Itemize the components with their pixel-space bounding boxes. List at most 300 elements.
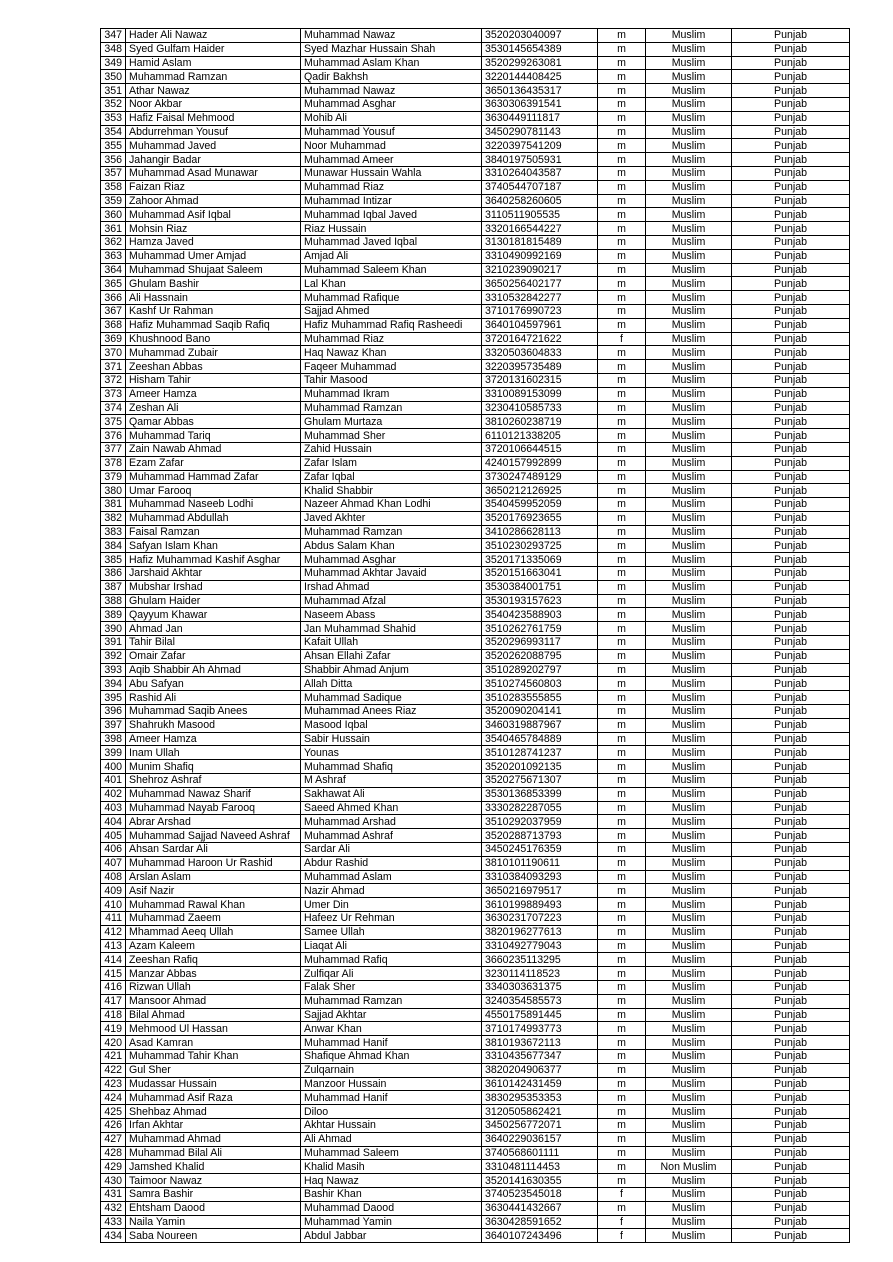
province-cell: Punjab <box>732 456 850 470</box>
name-cell: Zeeshan Rafiq <box>126 953 301 967</box>
religion-cell: Muslim <box>646 125 732 139</box>
table-row <box>101 429 850 443</box>
gender-cell: m <box>598 97 646 111</box>
father-name-cell: Zahid Hussain <box>301 442 482 456</box>
father-name-cell: Muhammad Sadique <box>301 691 482 705</box>
gender-cell: m <box>598 70 646 84</box>
cnic-cell: 3740523545018 <box>482 1187 598 1201</box>
province-cell: Punjab <box>732 56 850 70</box>
province-cell: Punjab <box>732 222 850 236</box>
gender-cell: m <box>598 760 646 774</box>
gender-cell: m <box>598 153 646 167</box>
cnic-cell: 3530145654389 <box>482 42 598 56</box>
gender-cell: m <box>598 567 646 581</box>
serial-number-cell: 372 <box>101 373 126 387</box>
father-name-cell: Riaz Hussain <box>301 222 482 236</box>
table-row <box>101 1201 850 1215</box>
name-cell: Ameer Hamza <box>126 387 301 401</box>
province-cell: Punjab <box>732 939 850 953</box>
table-row <box>101 994 850 1008</box>
table-row <box>101 856 850 870</box>
table-row <box>101 1118 850 1132</box>
name-cell: Muhammad Haroon Ur Rashid <box>126 856 301 870</box>
serial-number-cell: 432 <box>101 1201 126 1215</box>
name-cell: Qayyum Khawar <box>126 608 301 622</box>
cnic-cell: 3310532842277 <box>482 291 598 305</box>
province-cell: Punjab <box>732 787 850 801</box>
serial-number-cell: 373 <box>101 387 126 401</box>
cnic-cell: 3530136853399 <box>482 787 598 801</box>
table-row <box>101 829 850 843</box>
father-name-cell: Sabir Hussain <box>301 732 482 746</box>
father-name-cell: Zulqarnain <box>301 1063 482 1077</box>
name-cell: Muhammad Hammad Zafar <box>126 470 301 484</box>
father-name-cell: Shafique Ahmad Khan <box>301 1049 482 1063</box>
father-name-cell: Manzoor Hussain <box>301 1077 482 1091</box>
serial-number-cell: 352 <box>101 97 126 111</box>
religion-cell: Muslim <box>646 1036 732 1050</box>
serial-number-cell: 384 <box>101 539 126 553</box>
religion-cell: Muslim <box>646 111 732 125</box>
gender-cell: m <box>598 774 646 788</box>
serial-number-cell: 398 <box>101 732 126 746</box>
cnic-cell: 3310481114453 <box>482 1160 598 1174</box>
father-name-cell: Muhammad Nawaz <box>301 29 482 43</box>
serial-number-cell: 399 <box>101 746 126 760</box>
serial-number-cell: 408 <box>101 870 126 884</box>
serial-number-cell: 421 <box>101 1049 126 1063</box>
table-row <box>101 249 850 263</box>
serial-number-cell: 430 <box>101 1174 126 1188</box>
cnic-cell: 3450245176359 <box>482 843 598 857</box>
father-name-cell: Sardar Ali <box>301 843 482 857</box>
table-row <box>101 705 850 719</box>
religion-cell: Muslim <box>646 304 732 318</box>
gender-cell: m <box>598 263 646 277</box>
cnic-cell: 3310264043587 <box>482 166 598 180</box>
cnic-cell: 3520151663041 <box>482 567 598 581</box>
name-cell: Faizan Riaz <box>126 180 301 194</box>
table-row <box>101 415 850 429</box>
serial-number-cell: 409 <box>101 884 126 898</box>
name-cell: Arslan Aslam <box>126 870 301 884</box>
name-cell: Gul Sher <box>126 1063 301 1077</box>
gender-cell: m <box>598 222 646 236</box>
name-cell: Hader Ali Nawaz <box>126 29 301 43</box>
province-cell: Punjab <box>732 649 850 663</box>
table-row <box>101 263 850 277</box>
table-row <box>101 1036 850 1050</box>
name-cell: Zahoor Ahmad <box>126 194 301 208</box>
religion-cell: Muslim <box>646 249 732 263</box>
father-name-cell: Muhammad Riaz <box>301 332 482 346</box>
father-name-cell: Muhammad Sher <box>301 429 482 443</box>
table-row <box>101 332 850 346</box>
father-name-cell: Muhammad Yamin <box>301 1215 482 1229</box>
religion-cell: Muslim <box>646 442 732 456</box>
serial-number-cell: 354 <box>101 125 126 139</box>
table-row <box>101 498 850 512</box>
father-name-cell: Muhammad Afzal <box>301 594 482 608</box>
serial-number-cell: 348 <box>101 42 126 56</box>
serial-number-cell: 425 <box>101 1105 126 1119</box>
table-row <box>101 787 850 801</box>
gender-cell: m <box>598 912 646 926</box>
cnic-cell: 3720106644515 <box>482 442 598 456</box>
serial-number-cell: 422 <box>101 1063 126 1077</box>
name-cell: Kashf Ur Rahman <box>126 304 301 318</box>
serial-number-cell: 406 <box>101 843 126 857</box>
serial-number-cell: 392 <box>101 649 126 663</box>
table-row <box>101 898 850 912</box>
serial-number-cell: 356 <box>101 153 126 167</box>
religion-cell: Muslim <box>646 277 732 291</box>
serial-number-cell: 375 <box>101 415 126 429</box>
province-cell: Punjab <box>732 332 850 346</box>
table-row <box>101 594 850 608</box>
father-name-cell: Sakhawat Ali <box>301 787 482 801</box>
serial-number-cell: 401 <box>101 774 126 788</box>
province-cell: Punjab <box>732 856 850 870</box>
serial-number-cell: 431 <box>101 1187 126 1201</box>
name-cell: Hafiz Muhammad Kashif Asghar <box>126 553 301 567</box>
gender-cell: f <box>598 1229 646 1243</box>
religion-cell: Non Muslim <box>646 1160 732 1174</box>
table-row <box>101 1063 850 1077</box>
religion-cell: Muslim <box>646 608 732 622</box>
gender-cell: m <box>598 787 646 801</box>
serial-number-cell: 380 <box>101 484 126 498</box>
cnic-cell: 3520176923655 <box>482 511 598 525</box>
father-name-cell: Syed Mazhar Hussain Shah <box>301 42 482 56</box>
cnic-cell: 3130181815489 <box>482 235 598 249</box>
table-row <box>101 1049 850 1063</box>
table-row <box>101 153 850 167</box>
cnic-cell: 3240354585573 <box>482 994 598 1008</box>
cnic-cell: 3630428591652 <box>482 1215 598 1229</box>
gender-cell: m <box>598 1174 646 1188</box>
cnic-cell: 3220397541209 <box>482 139 598 153</box>
gender-cell: m <box>598 56 646 70</box>
gender-cell: m <box>598 470 646 484</box>
serial-number-cell: 369 <box>101 332 126 346</box>
serial-number-cell: 347 <box>101 29 126 43</box>
cnic-cell: 3320503604833 <box>482 346 598 360</box>
cnic-cell: 3710176990723 <box>482 304 598 318</box>
gender-cell: m <box>598 594 646 608</box>
religion-cell: Muslim <box>646 332 732 346</box>
table-row <box>101 29 850 43</box>
religion-cell: Muslim <box>646 291 732 305</box>
gender-cell: m <box>598 1063 646 1077</box>
serial-number-cell: 414 <box>101 953 126 967</box>
province-cell: Punjab <box>732 1091 850 1105</box>
gender-cell: m <box>598 1201 646 1215</box>
gender-cell: m <box>598 870 646 884</box>
name-cell: Muhammad Javed <box>126 139 301 153</box>
name-cell: Qamar Abbas <box>126 415 301 429</box>
table-row <box>101 346 850 360</box>
province-cell: Punjab <box>732 1105 850 1119</box>
roster-table-body <box>101 29 850 1243</box>
father-name-cell: Nazir Ahmad <box>301 884 482 898</box>
father-name-cell: Ali Ahmad <box>301 1132 482 1146</box>
cnic-cell: 3630306391541 <box>482 97 598 111</box>
cnic-cell: 3460319887967 <box>482 718 598 732</box>
table-row <box>101 580 850 594</box>
father-name-cell: Muhammad Rafique <box>301 291 482 305</box>
gender-cell: m <box>598 539 646 553</box>
name-cell: Muhammad Tahir Khan <box>126 1049 301 1063</box>
table-row <box>101 277 850 291</box>
religion-cell: Muslim <box>646 429 732 443</box>
cnic-cell: 3740568601111 <box>482 1146 598 1160</box>
religion-cell: Muslim <box>646 194 732 208</box>
province-cell: Punjab <box>732 525 850 539</box>
gender-cell: f <box>598 332 646 346</box>
serial-number-cell: 367 <box>101 304 126 318</box>
father-name-cell: Shabbir Ahmad Anjum <box>301 663 482 677</box>
religion-cell: Muslim <box>646 939 732 953</box>
gender-cell: m <box>598 429 646 443</box>
province-cell: Punjab <box>732 1022 850 1036</box>
cnic-cell: 3340303631375 <box>482 980 598 994</box>
table-row <box>101 636 850 650</box>
cnic-cell: 3660235113295 <box>482 953 598 967</box>
religion-cell: Muslim <box>646 84 732 98</box>
gender-cell: m <box>598 166 646 180</box>
religion-cell: Muslim <box>646 56 732 70</box>
province-cell: Punjab <box>732 208 850 222</box>
serial-number-cell: 418 <box>101 1008 126 1022</box>
name-cell: Saba Noureen <box>126 1229 301 1243</box>
province-cell: Punjab <box>732 801 850 815</box>
cnic-cell: 4240157992899 <box>482 456 598 470</box>
father-name-cell: Muhammad Ramzan <box>301 401 482 415</box>
table-row <box>101 677 850 691</box>
province-cell: Punjab <box>732 1187 850 1201</box>
religion-cell: Muslim <box>646 567 732 581</box>
father-name-cell: Muhammad Iqbal Javed <box>301 208 482 222</box>
province-cell: Punjab <box>732 346 850 360</box>
name-cell: Noor Akbar <box>126 97 301 111</box>
name-cell: Munim Shafiq <box>126 760 301 774</box>
religion-cell: Muslim <box>646 732 732 746</box>
gender-cell: m <box>598 180 646 194</box>
religion-cell: Muslim <box>646 208 732 222</box>
province-cell: Punjab <box>732 429 850 443</box>
father-name-cell: Muhammad Asghar <box>301 553 482 567</box>
gender-cell: m <box>598 1049 646 1063</box>
cnic-cell: 3540459952059 <box>482 498 598 512</box>
province-cell: Punjab <box>732 84 850 98</box>
father-name-cell: Sajjad Akhtar <box>301 1008 482 1022</box>
serial-number-cell: 427 <box>101 1132 126 1146</box>
cnic-cell: 3610199889493 <box>482 898 598 912</box>
religion-cell: Muslim <box>646 498 732 512</box>
cnic-cell: 3520203040097 <box>482 29 598 43</box>
table-row <box>101 1105 850 1119</box>
name-cell: Hisham Tahir <box>126 373 301 387</box>
serial-number-cell: 376 <box>101 429 126 443</box>
religion-cell: Muslim <box>646 153 732 167</box>
cnic-cell: 3810193672113 <box>482 1036 598 1050</box>
table-row <box>101 70 850 84</box>
table-row <box>101 84 850 98</box>
religion-cell: Muslim <box>646 318 732 332</box>
table-row <box>101 539 850 553</box>
province-cell: Punjab <box>732 705 850 719</box>
name-cell: Rizwan Ullah <box>126 980 301 994</box>
name-cell: Jahangir Badar <box>126 153 301 167</box>
serial-number-cell: 402 <box>101 787 126 801</box>
serial-number-cell: 350 <box>101 70 126 84</box>
table-row <box>101 622 850 636</box>
province-cell: Punjab <box>732 70 850 84</box>
gender-cell: m <box>598 139 646 153</box>
province-cell: Punjab <box>732 470 850 484</box>
table-row <box>101 208 850 222</box>
father-name-cell: Lal Khan <box>301 277 482 291</box>
gender-cell: m <box>598 1036 646 1050</box>
province-cell: Punjab <box>732 484 850 498</box>
table-row <box>101 1215 850 1229</box>
gender-cell: m <box>598 415 646 429</box>
table-row <box>101 912 850 926</box>
cnic-cell: 3510292037959 <box>482 815 598 829</box>
gender-cell: f <box>598 1187 646 1201</box>
name-cell: Hamid Aslam <box>126 56 301 70</box>
province-cell: Punjab <box>732 415 850 429</box>
cnic-cell: 3520296993117 <box>482 636 598 650</box>
table-row <box>101 1187 850 1201</box>
father-name-cell: Diloo <box>301 1105 482 1119</box>
cnic-cell: 3510230293725 <box>482 539 598 553</box>
father-name-cell: Samee Ullah <box>301 925 482 939</box>
province-cell: Punjab <box>732 1146 850 1160</box>
father-name-cell: Muhammad Saleem <box>301 1146 482 1160</box>
religion-cell: Muslim <box>646 622 732 636</box>
table-row <box>101 1077 850 1091</box>
gender-cell: m <box>598 442 646 456</box>
cnic-cell: 3530193157623 <box>482 594 598 608</box>
table-row <box>101 304 850 318</box>
gender-cell: f <box>598 1215 646 1229</box>
serial-number-cell: 385 <box>101 553 126 567</box>
name-cell: Umar Farooq <box>126 484 301 498</box>
gender-cell: m <box>598 649 646 663</box>
father-name-cell: Muhammad Intizar <box>301 194 482 208</box>
father-name-cell: Sajjad Ahmed <box>301 304 482 318</box>
cnic-cell: 3720131602315 <box>482 373 598 387</box>
gender-cell: m <box>598 953 646 967</box>
gender-cell: m <box>598 84 646 98</box>
father-name-cell: Munawar Hussain Wahla <box>301 166 482 180</box>
province-cell: Punjab <box>732 401 850 415</box>
serial-number-cell: 353 <box>101 111 126 125</box>
serial-number-cell: 419 <box>101 1022 126 1036</box>
religion-cell: Muslim <box>646 691 732 705</box>
father-name-cell: Tahir Masood <box>301 373 482 387</box>
gender-cell: m <box>598 511 646 525</box>
name-cell: Muhammad Zaeem <box>126 912 301 926</box>
father-name-cell: Javed Akhter <box>301 511 482 525</box>
religion-cell: Muslim <box>646 580 732 594</box>
religion-cell: Muslim <box>646 97 732 111</box>
serial-number-cell: 374 <box>101 401 126 415</box>
religion-cell: Muslim <box>646 525 732 539</box>
serial-number-cell: 397 <box>101 718 126 732</box>
religion-cell: Muslim <box>646 511 732 525</box>
religion-cell: Muslim <box>646 1132 732 1146</box>
cnic-cell: 3740544707187 <box>482 180 598 194</box>
serial-number-cell: 368 <box>101 318 126 332</box>
cnic-cell: 3630231707223 <box>482 912 598 926</box>
province-cell: Punjab <box>732 870 850 884</box>
table-row <box>101 843 850 857</box>
father-name-cell: Muhammad Shafiq <box>301 760 482 774</box>
religion-cell: Muslim <box>646 484 732 498</box>
father-name-cell: Jan Muhammad Shahid <box>301 622 482 636</box>
religion-cell: Muslim <box>646 1229 732 1243</box>
father-name-cell: Qadir Bakhsh <box>301 70 482 84</box>
gender-cell: m <box>598 718 646 732</box>
name-cell: Muhammad Tariq <box>126 429 301 443</box>
gender-cell: m <box>598 980 646 994</box>
cnic-cell: 3820204906377 <box>482 1063 598 1077</box>
cnic-cell: 3630449111817 <box>482 111 598 125</box>
gender-cell: m <box>598 994 646 1008</box>
religion-cell: Muslim <box>646 953 732 967</box>
province-cell: Punjab <box>732 1063 850 1077</box>
serial-number-cell: 383 <box>101 525 126 539</box>
gender-cell: m <box>598 125 646 139</box>
religion-cell: Muslim <box>646 360 732 374</box>
cnic-cell: 3230410585733 <box>482 401 598 415</box>
cnic-cell: 3640104597961 <box>482 318 598 332</box>
province-cell: Punjab <box>732 925 850 939</box>
gender-cell: m <box>598 636 646 650</box>
father-name-cell: Muhammad Ameer <box>301 153 482 167</box>
gender-cell: m <box>598 939 646 953</box>
father-name-cell: Bashir Khan <box>301 1187 482 1201</box>
gender-cell: m <box>598 525 646 539</box>
cnic-cell: 3310089153099 <box>482 387 598 401</box>
name-cell: Muhammad Naseeb Lodhi <box>126 498 301 512</box>
father-name-cell: Muhammad Hanif <box>301 1091 482 1105</box>
table-row <box>101 967 850 981</box>
serial-number-cell: 371 <box>101 360 126 374</box>
gender-cell: m <box>598 580 646 594</box>
name-cell: Muhammad Shujaat Saleem <box>126 263 301 277</box>
name-cell: Hafiz Faisal Mehmood <box>126 111 301 125</box>
table-row <box>101 373 850 387</box>
name-cell: Faisal Ramzan <box>126 525 301 539</box>
gender-cell: m <box>598 387 646 401</box>
name-cell: Syed Gulfam Haider <box>126 42 301 56</box>
cnic-cell: 3320166544227 <box>482 222 598 236</box>
province-cell: Punjab <box>732 898 850 912</box>
religion-cell: Muslim <box>646 746 732 760</box>
serial-number-cell: 396 <box>101 705 126 719</box>
name-cell: Ameer Hamza <box>126 732 301 746</box>
serial-number-cell: 379 <box>101 470 126 484</box>
province-cell: Punjab <box>732 622 850 636</box>
father-name-cell: Mohib Ali <box>301 111 482 125</box>
province-cell: Punjab <box>732 884 850 898</box>
table-row <box>101 166 850 180</box>
cnic-cell: 3540423588903 <box>482 608 598 622</box>
